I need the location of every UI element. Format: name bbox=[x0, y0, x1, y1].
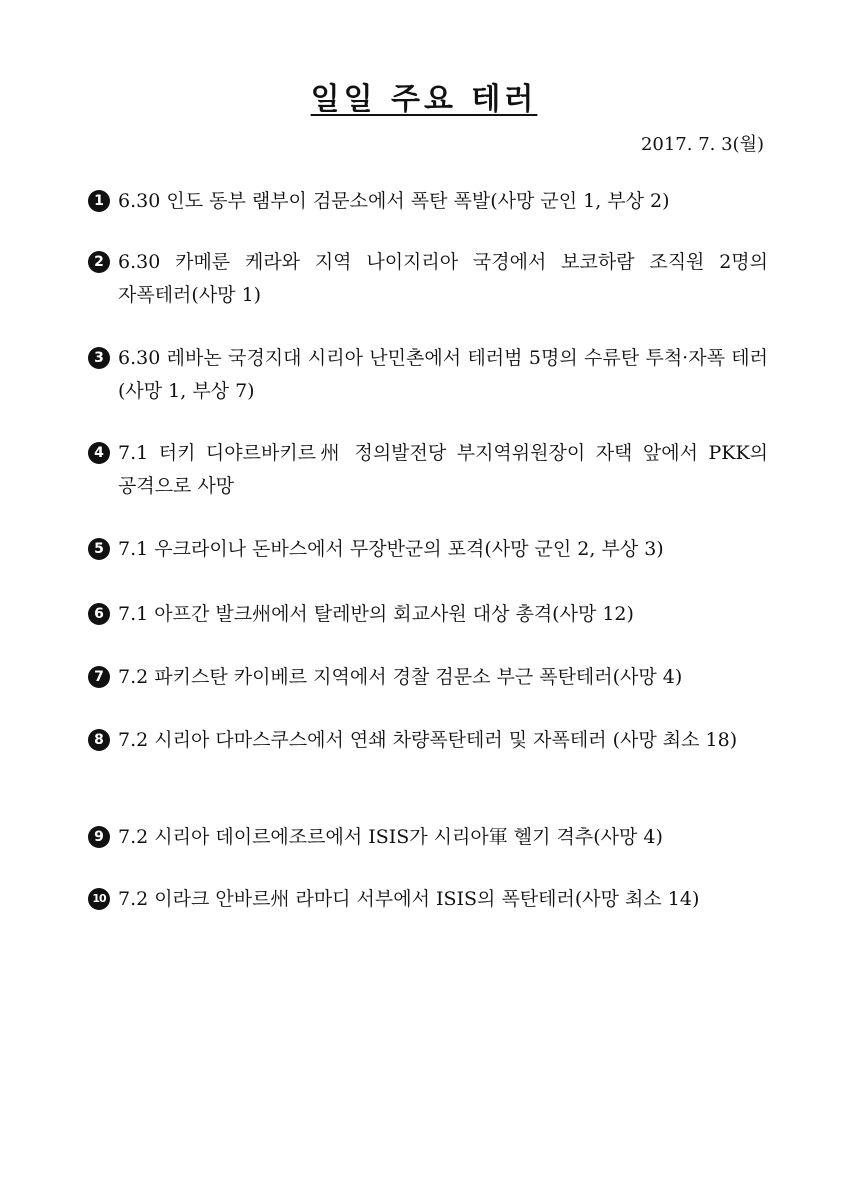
list-item-text: 7.2 시리아 데이르에조르에서 ISIS가 시리아軍 헬기 격추(사망 4) bbox=[118, 826, 663, 848]
list-item bbox=[88, 246, 768, 312]
list-item-text: 7.1 터키 디야르바키르州 정의발전당 부지역위원장이 자택 앞에서 PKK의 공격으로 사망 bbox=[118, 442, 768, 497]
item-number-badge: 6 bbox=[88, 603, 110, 625]
page-title bbox=[0, 74, 848, 118]
item-number-badge: 5 bbox=[88, 538, 110, 560]
item-number-badge: 10 bbox=[88, 888, 110, 910]
list-item bbox=[88, 437, 768, 503]
item-number-badge: 4 bbox=[88, 442, 110, 464]
list-item-text: 7.2 이라크 안바르州 라마디 서부에서 ISIS의 폭탄테러(사망 최소 14) bbox=[118, 888, 700, 910]
item-number-badge: 9 bbox=[88, 826, 110, 848]
list-item bbox=[88, 821, 768, 854]
list-item-text: 7.2 시리아 다마스쿠스에서 연쇄 차량폭탄테러 및 자폭테러 (사망 최소 18) bbox=[118, 729, 738, 751]
item-number-badge: 2 bbox=[88, 251, 110, 273]
report-date: 2017. 7. 3(월) bbox=[640, 134, 764, 155]
list-item-text: 7.2 파키스탄 카이베르 지역에서 경찰 검문소 부근 폭탄테러(사망 4) bbox=[118, 666, 683, 688]
list-item-text: 6.30 인도 동부 램부이 검문소에서 폭탄 폭발(사망 군인 1, 부상 2) bbox=[118, 190, 670, 212]
page-title-text: 일일 주요 테러 bbox=[310, 82, 538, 117]
list-item bbox=[88, 661, 768, 694]
list-item bbox=[88, 724, 768, 757]
list-item bbox=[88, 883, 768, 916]
list-item-text: 7.1 아프간 발크州에서 탈레반의 회교사원 대상 총격(사망 12) bbox=[118, 603, 634, 625]
list-item bbox=[88, 185, 768, 218]
list-item-text: 6.30 카메룬 케라와 지역 나이지리아 국경에서 보코하람 조직원 2명의 자폭테러(사망 1) bbox=[118, 251, 768, 306]
list-item bbox=[88, 342, 768, 408]
list-item bbox=[88, 598, 768, 631]
list-item-text: 7.1 우크라이나 돈바스에서 무장반군의 포격(사망 군인 2, 부상 3) bbox=[118, 538, 664, 560]
item-number-badge: 7 bbox=[88, 666, 110, 688]
list-item-text: 6.30 레바논 국경지대 시리아 난민촌에서 테러범 5명의 수류탄 투척·자폭 테러(사망 1, 부상 7) bbox=[118, 347, 768, 402]
list-item bbox=[88, 533, 768, 566]
item-number-badge: 3 bbox=[88, 347, 110, 369]
item-number-badge: 1 bbox=[88, 190, 110, 212]
item-number-badge: 8 bbox=[88, 729, 110, 751]
